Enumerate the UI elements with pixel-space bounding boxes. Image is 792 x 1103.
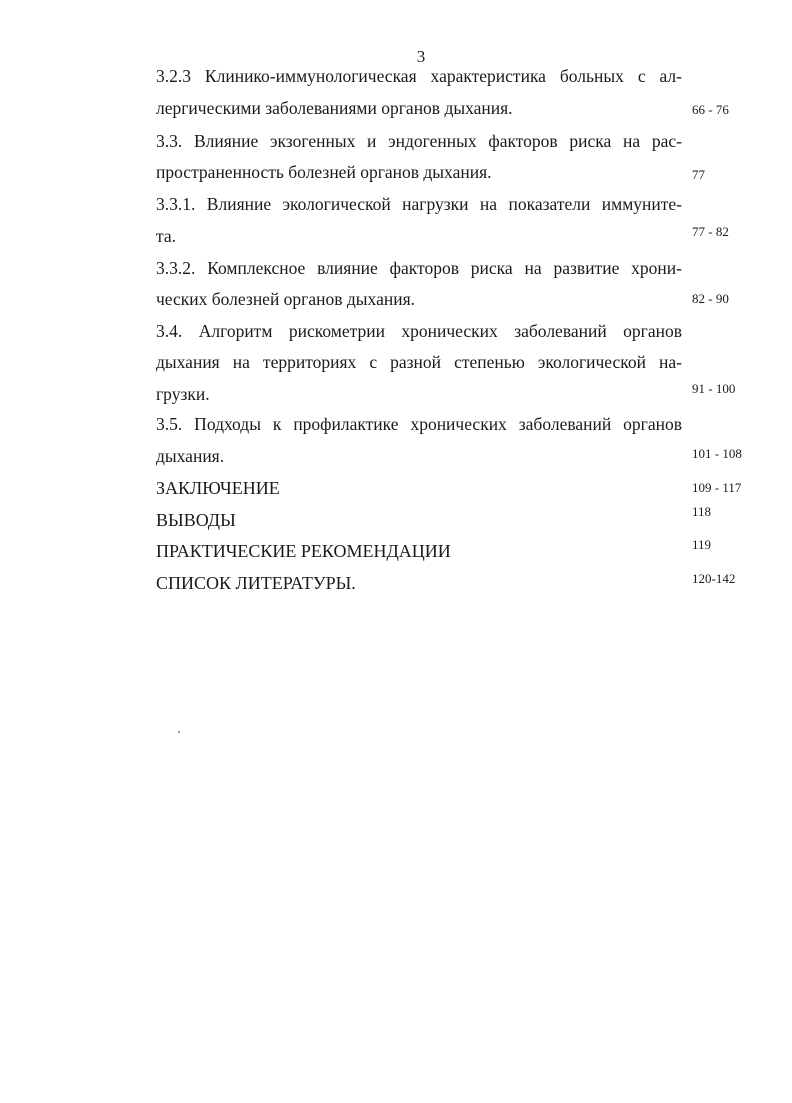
- toc-entry-3-3-2-line-2: ческих болезней органов дыхания.: [156, 289, 415, 309]
- toc-entry-3-5-line-1: 3.5. Подходы к профилактике хронических заболеваний органов: [156, 414, 682, 434]
- toc-section-references-pages: 120-142: [692, 571, 736, 586]
- toc-entry-3-2-3-line-2: лергическими заболеваниями органов дыхания.: [156, 98, 513, 118]
- toc-entry-3-4-line-1: 3.4. Алгоритм рискометрии хронических заболеваний органов: [156, 321, 682, 341]
- toc-entry-3-5-line-2: дыхания.: [156, 446, 225, 466]
- toc-entry-3-3-1-line-2: та.: [156, 226, 177, 246]
- toc-entry-3-3-line-2: пространенность болезней органов дыхания.: [156, 162, 492, 182]
- toc-entry-3-3-2-line-1: 3.3.2. Комплексное влияние факторов риска на развитие хрони-: [156, 258, 682, 278]
- toc-entry-3-3-line-1: 3.3. Влияние экзогенных и эндогенных факторов риска на рас-: [156, 131, 682, 151]
- toc-entry-3-4-pages: 91 - 100: [692, 381, 736, 396]
- scan-speck: [178, 731, 180, 733]
- toc-entry-3-3-pages: 77: [692, 167, 705, 182]
- toc-entry-3-2-3-pages: 66 - 76: [692, 102, 729, 117]
- toc-entry-3-5-pages: 101 - 108: [692, 446, 742, 461]
- toc-entry-3-3-2-pages: 82 - 90: [692, 291, 729, 306]
- toc-entry-3-3-1-pages: 77 - 82: [692, 224, 729, 239]
- toc-entry-3-2-3-line-1: 3.2.3 Клинико-иммунологическая характеристика больных с ал-: [156, 66, 682, 86]
- toc-section-conclusion-pages: 109 - 117: [692, 480, 742, 495]
- toc-section-recommendations: ПРАКТИЧЕСКИЕ РЕКОМЕНДАЦИИ: [156, 541, 451, 561]
- toc-entry-3-4-line-2: дыхания на территориях с разной степенью экологической на-: [156, 352, 682, 372]
- toc-section-recommendations-pages: 119: [692, 537, 712, 552]
- page-number: 3: [416, 47, 426, 66]
- toc-entry-3-4-line-3: грузки.: [156, 384, 210, 404]
- toc-section-conclusion: ЗАКЛЮЧЕНИЕ: [156, 478, 280, 498]
- toc-section-findings: ВЫВОДЫ: [156, 510, 236, 530]
- toc-entry-3-3-1-line-1: 3.3.1. Влияние экологической нагрузки на показатели иммуните-: [156, 194, 682, 214]
- toc-section-findings-pages: 118: [692, 504, 712, 519]
- toc-section-references: СПИСОК ЛИТЕРАТУРЫ.: [156, 573, 356, 593]
